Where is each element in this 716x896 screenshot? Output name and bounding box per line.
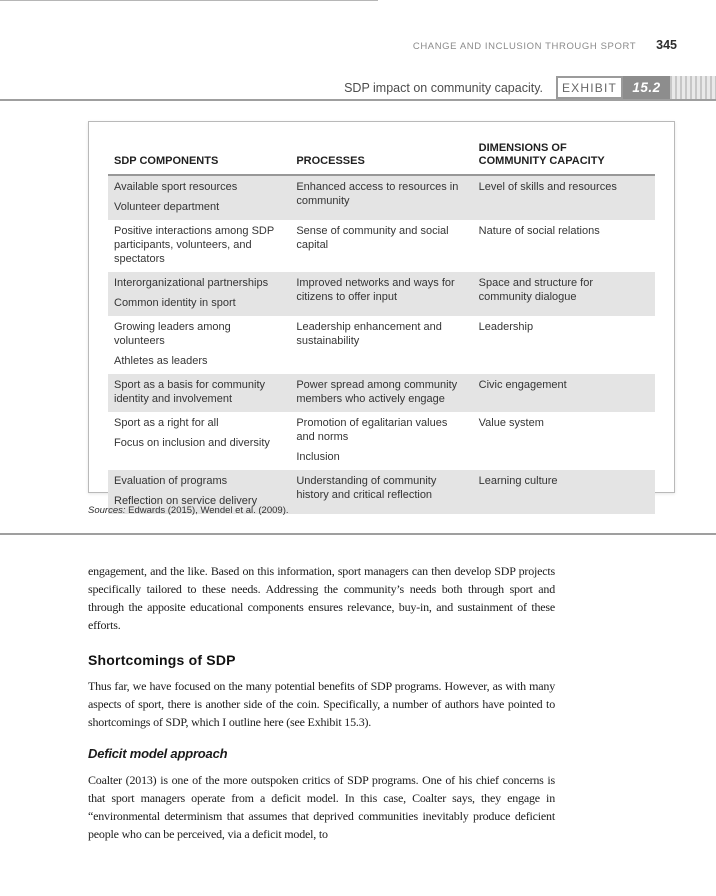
table-cell <box>473 276 655 310</box>
table-cell <box>108 276 290 310</box>
table-cell <box>290 224 472 266</box>
exhibit-banner <box>0 76 716 99</box>
table-cell-text: Civic engagement <box>478 379 567 391</box>
table-cell <box>290 320 472 368</box>
table-cell <box>473 416 655 464</box>
column-header: DIMENSIONS OF COMMUNITY CAPACITY <box>478 142 605 167</box>
table-cell-text: Inclusion <box>296 451 340 463</box>
table-cell <box>108 180 290 214</box>
table-cell-text: Understanding of community history and critical reflection <box>296 475 437 501</box>
table-cell-text: Leadership enhancement and sustainability <box>296 321 442 347</box>
table-cell-text: Value system <box>478 417 544 429</box>
table-cell-text: Evaluation of programs <box>114 475 228 487</box>
table-cell <box>108 474 290 508</box>
table-cell-text: Power spread among community members who actively engage <box>296 379 458 405</box>
page-number: 345 <box>656 38 677 52</box>
table-cell-text: Volunteer department <box>114 201 220 213</box>
exhibit-number-box: 15.2 <box>623 76 670 99</box>
table-cell-text: Improved networks and ways for citizens to offer input <box>296 277 455 303</box>
table-cell-text: Reflection on service delivery <box>114 495 258 507</box>
column-header: SDP COMPONENTS <box>114 155 219 167</box>
table-cell <box>108 320 290 368</box>
table-cell-text: Sport as a basis for community identity and involvement <box>114 379 266 405</box>
table-cell-text: Enhanced access to resources in community <box>296 181 459 207</box>
table-body <box>108 176 655 514</box>
column-header: PROCESSES <box>296 155 365 167</box>
table-cell <box>290 474 472 508</box>
table-row <box>108 412 655 470</box>
table-row <box>108 316 655 374</box>
exhibit-caption: SDP impact on community capacity. <box>344 80 543 95</box>
banner-stripes-decoration <box>670 76 716 99</box>
table-cell-text: Growing leaders among volunteers <box>114 321 231 347</box>
table-cell-text: Focus on inclusion and diversity <box>114 437 270 449</box>
banner-rule <box>0 99 716 101</box>
exhibit-table <box>88 121 675 507</box>
running-head: CHANGE AND INCLUSION THROUGH SPORT <box>412 41 637 52</box>
table-cell-text: Nature of social relations <box>478 225 600 237</box>
paragraph-deficit-model: Coalter (2013) is one of the more outspoken critics of SDP programs. One of his chief concerns is that sport managers operate from a deficit model. In this case, Coalter says, they engage in “environmental determinism that assumes that deprived communities inevitably produce deficient people who can be perceived, via a deficit model, to <box>88 773 555 841</box>
table-cell-text: Positive interactions among SDP participants, volunteers, and spectators <box>114 225 274 265</box>
table-cell <box>473 320 655 368</box>
paragraph-shortcomings: Thus far, we have focused on the many potential benefits of SDP programs. However, as with many aspects of sport, there is another side of the coin. Specifically, a number of authors have pointed to shortcomings of SDP, which I outline here (see Exhibit 15.3). <box>88 679 555 729</box>
table-cell-text: Common identity in sport <box>114 297 236 309</box>
body-text <box>88 562 555 843</box>
table-cell <box>290 378 472 406</box>
table-cell-text: Athletes as leaders <box>114 355 208 367</box>
table-cell-text: Sport as a right for all <box>114 417 219 429</box>
table-row <box>108 220 655 272</box>
table-cell <box>473 378 655 406</box>
table-cell-text: Interorganizational partnerships <box>114 277 269 289</box>
page-top-edge-line <box>0 0 378 1</box>
paragraph-intro: engagement, and the like. Based on this information, sport managers can then develop SDP projects specifically tailored to these needs. Addressing the community’s needs both through sport and through the apposite educational components ensures relevance, buy-in, and sustainment of these efforts. <box>88 564 555 632</box>
table-row <box>108 176 655 220</box>
table-cell <box>108 224 290 266</box>
table-cell <box>290 180 472 214</box>
exhibit-label-box: EXHIBIT <box>556 76 623 99</box>
table-cell-text: Sense of community and social capital <box>296 225 449 251</box>
page-header <box>0 38 677 52</box>
table-cell <box>473 180 655 214</box>
sources-text: Edwards (2015), Wendel et al. (2009). <box>128 505 289 516</box>
table-header-row <box>108 136 655 174</box>
section-divider-rule <box>0 533 716 535</box>
table-cell <box>108 378 290 406</box>
table-row <box>108 374 655 412</box>
table-cell <box>473 474 655 508</box>
subheading-deficit-model-approach: Deficit model approach <box>88 746 228 761</box>
table-cell-text: Leadership <box>478 321 534 333</box>
table-cell-text: Promotion of egalitarian values and norms <box>296 417 448 443</box>
table-cell <box>473 224 655 266</box>
table-cell <box>290 416 472 464</box>
table-cell-text: Available sport resources <box>114 181 238 193</box>
table-cell <box>108 416 290 464</box>
sources-note <box>88 505 289 516</box>
table-cell <box>290 276 472 310</box>
table-cell-text: Learning culture <box>478 475 558 487</box>
table-row <box>108 272 655 316</box>
sources-label: Sources: <box>88 505 126 516</box>
heading-shortcomings-of-sdp: Shortcomings of SDP <box>88 652 236 668</box>
table-cell-text: Level of skills and resources <box>478 181 617 193</box>
table-cell-text: Space and structure for community dialogue <box>478 277 593 303</box>
